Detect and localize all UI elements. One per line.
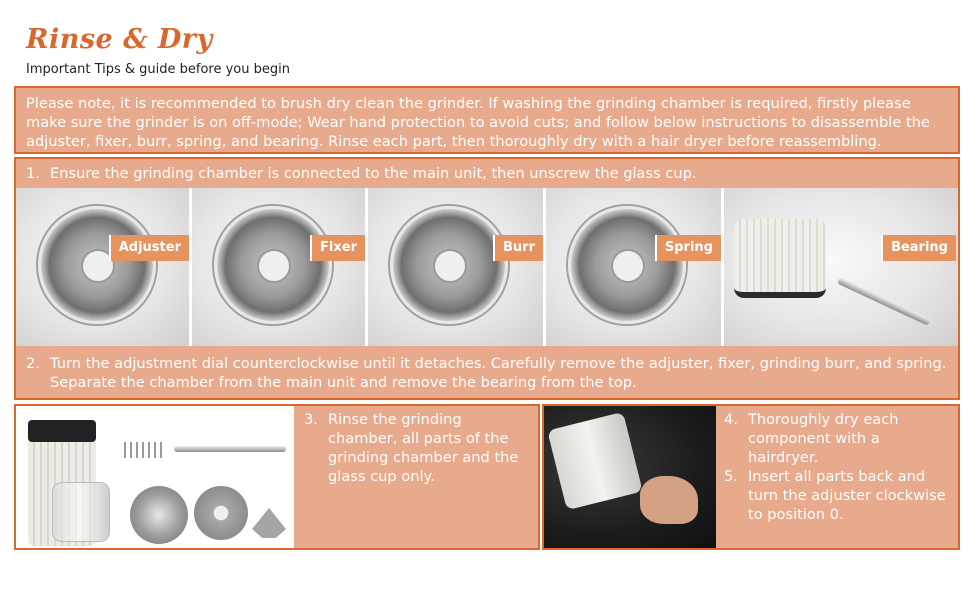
- glass-cup-image: [52, 482, 110, 542]
- chamber-disk-image: [38, 206, 156, 324]
- burr-photo: [368, 188, 546, 346]
- step-4-number: 4.: [724, 411, 738, 428]
- step-3-item: [304, 410, 530, 486]
- step-5-item: [724, 467, 950, 524]
- step-2-panel: [14, 346, 960, 400]
- photo-label-fixer: Fixer: [310, 235, 365, 261]
- fixer-photo: [192, 188, 368, 346]
- step-3-number: 3.: [304, 411, 318, 428]
- step-4-text: Thoroughly dry each component with a hairdryer.: [748, 411, 899, 466]
- fixer-image: [194, 486, 248, 540]
- chamber-disk-image: [568, 206, 686, 324]
- step-4-5-panel: [542, 404, 960, 550]
- page-subtitle: Important Tips & guide before you begin: [26, 62, 290, 77]
- grinding-chamber-image: [734, 218, 826, 298]
- step-3-text-block: [294, 406, 538, 548]
- photo-label-adjuster: Adjuster: [109, 235, 189, 261]
- note-text: Please note, it is recommended to brush dry clean the grinder. If washing the grinding chamber is required, firstly please make sure the grinder is on off-mode; Wear hand protection to avoid cuts; and follow below instructions to disassemble the adjuster, fixer, burr, spring, and bearing. Rinse each part, then thoroughly dry with a hair dryer before reassembling.: [26, 95, 930, 150]
- step-5-number: 5.: [724, 468, 738, 485]
- burr-image: [130, 486, 188, 544]
- step-1-panel: [14, 157, 960, 188]
- grinder-cap-image: [28, 420, 96, 442]
- note-panel: [14, 86, 960, 154]
- parts-photo: [16, 406, 294, 548]
- page-title: Rinse & Dry: [26, 24, 213, 55]
- step-3-panel: [14, 404, 540, 550]
- step-5-text: Insert all parts back and turn the adjuster clockwise to position 0.: [748, 468, 946, 523]
- shaft-image: [174, 446, 286, 452]
- step-2-number: 2.: [26, 355, 40, 372]
- adjuster-image: [252, 508, 286, 538]
- step-1-text: Ensure the grinding chamber is connected to the main unit, then unscrew the glass cup.: [50, 165, 697, 182]
- adjuster-photo: [16, 188, 192, 346]
- photo-label-burr: Burr: [493, 235, 543, 261]
- disassembly-photo-strip: [14, 188, 960, 346]
- photo-label-spring: Spring: [655, 235, 721, 261]
- step-2-text: Turn the adjustment dial counterclockwise until it detaches. Carefully remove the adjuster, fixer, grinding burr, and spring. Separate the chamber from the main unit and remove the bearing from the top.: [50, 355, 947, 391]
- photo-label-bearing: Bearing: [881, 235, 956, 261]
- spring-photo: [546, 188, 724, 346]
- bearing-photo: [724, 188, 958, 346]
- spring-image: [124, 442, 164, 458]
- drying-photo: [544, 406, 716, 548]
- bearing-shaft-image: [837, 277, 931, 326]
- chamber-disk-image: [214, 206, 332, 324]
- chamber-in-hand-image: [547, 412, 643, 510]
- chamber-disk-image: [390, 206, 508, 324]
- hand-image: [640, 476, 698, 524]
- step-4-item: [724, 410, 950, 467]
- step-4-5-text-block: [716, 406, 958, 548]
- step-3-text: Rinse the grinding chamber, all parts of the grinding chamber and the glass cup only.: [328, 411, 519, 485]
- step-1-number: 1.: [26, 165, 40, 182]
